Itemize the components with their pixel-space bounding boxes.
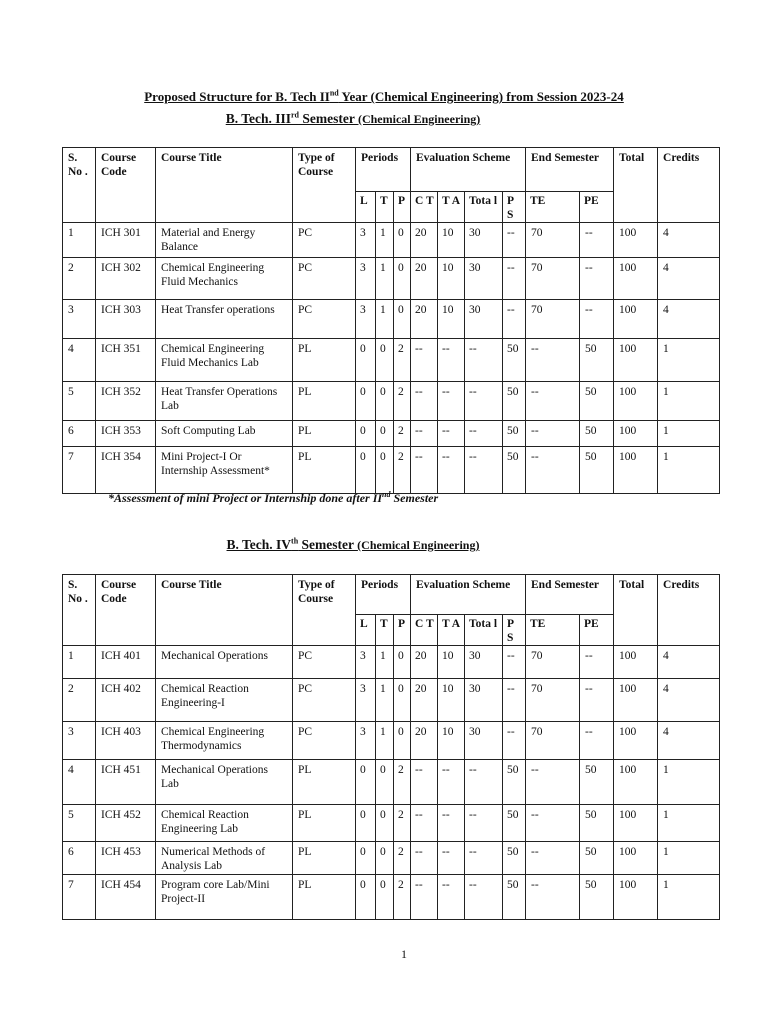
cell-credits: 4 [658,258,720,300]
cell-ps: 50 [503,842,526,875]
cell-p: 2 [394,339,411,382]
cell-credits: 4 [658,679,720,722]
cell-code: ICH 302 [96,258,156,300]
cell-p: 2 [394,760,411,805]
cell-type: PC [293,223,356,258]
cell-code: ICH 354 [96,447,156,494]
cell-te: -- [526,805,580,842]
cell-sno: 1 [63,646,96,679]
cell-code: ICH 403 [96,722,156,760]
cell-total-internal: 30 [465,679,503,722]
cell-credits: 1 [658,842,720,875]
cell-ta: 10 [438,300,465,339]
table-row [63,760,720,805]
header-type: Type of Course [293,148,356,223]
cell-total: 100 [614,805,658,842]
cell-sno: 7 [63,447,96,494]
cell-title: Mechanical Operations [156,646,293,679]
header-course-title: Course Title [156,575,293,646]
cell-pe: 50 [580,447,614,494]
cell-pe: 50 [580,421,614,447]
cell-code: ICH 451 [96,760,156,805]
cell-pe: 50 [580,805,614,842]
cell-ps: -- [503,300,526,339]
cell-p: 0 [394,223,411,258]
header-evaluation: Evaluation Scheme [411,148,526,192]
cell-l: 0 [356,447,376,494]
cell-title: Mechanical Operations Lab [156,760,293,805]
table-row [63,722,720,760]
cell-l: 0 [356,421,376,447]
header-pe: PE [580,192,614,223]
footnote-suffix: Semester [390,491,439,505]
cell-ct: 20 [411,258,438,300]
cell-t: 0 [376,875,394,920]
cell-code: ICH 352 [96,382,156,421]
header-l: L [356,615,376,646]
header-end-semester: End Semester [526,575,614,615]
cell-title: Chemical Engineering Thermodynamics [156,722,293,760]
cell-t: 1 [376,722,394,760]
footnote-prefix: *Assessment of mini Project or Internship done after II [108,491,383,505]
cell-title: Mini Project-I Or Internship Assessment* [156,447,293,494]
cell-credits: 4 [658,223,720,258]
cell-t: 0 [376,339,394,382]
semester-3-title-main: B. Tech. III [225,111,291,126]
table-row [63,258,720,300]
cell-type: PL [293,805,356,842]
cell-credits: 1 [658,760,720,805]
header-ps: P S [503,192,526,223]
cell-total-internal: -- [465,447,503,494]
cell-title: Chemical Reaction Engineering-I [156,679,293,722]
cell-type: PC [293,646,356,679]
cell-credits: 1 [658,339,720,382]
cell-pe: -- [580,258,614,300]
cell-type: PL [293,760,356,805]
cell-code: ICH 351 [96,339,156,382]
cell-total: 100 [614,339,658,382]
cell-pe: 50 [580,842,614,875]
cell-sno: 1 [63,223,96,258]
page-title-sup: nd [329,88,339,98]
table-row [63,382,720,421]
cell-ct: 20 [411,223,438,258]
cell-code: ICH 401 [96,646,156,679]
cell-t: 1 [376,300,394,339]
cell-ps: -- [503,679,526,722]
cell-title: Numerical Methods of Analysis Lab [156,842,293,875]
cell-total: 100 [614,842,658,875]
header-ta: T A [438,192,465,223]
cell-ps: 50 [503,760,526,805]
cell-pe: -- [580,722,614,760]
cell-code: ICH 301 [96,223,156,258]
cell-te: -- [526,760,580,805]
semester-3-title [0,111,706,127]
header-credits: Credits [658,148,720,223]
header-ct: C T [411,192,438,223]
cell-l: 0 [356,760,376,805]
cell-ct: -- [411,421,438,447]
page-title-prefix: Proposed Structure for B. Tech II [144,89,330,104]
cell-t: 1 [376,679,394,722]
cell-credits: 4 [658,646,720,679]
cell-title: Material and Energy Balance [156,223,293,258]
cell-ta: -- [438,447,465,494]
cell-ps: 50 [503,382,526,421]
cell-title: Heat Transfer operations [156,300,293,339]
cell-ps: 50 [503,805,526,842]
cell-title: Heat Transfer Operations Lab [156,382,293,421]
table-row [63,223,720,258]
cell-total-internal: -- [465,421,503,447]
cell-total: 100 [614,300,658,339]
header-sno: S. No . [63,148,96,223]
cell-t: 0 [376,447,394,494]
cell-l: 3 [356,300,376,339]
table-row [63,339,720,382]
cell-ps: -- [503,223,526,258]
cell-total-internal: -- [465,339,503,382]
cell-ps: -- [503,258,526,300]
header-pe: PE [580,615,614,646]
cell-te: 70 [526,300,580,339]
header-tota: Tota l [465,615,503,646]
header-course-code: Course Code [96,148,156,223]
cell-l: 0 [356,382,376,421]
cell-total-internal: -- [465,842,503,875]
table-row [63,805,720,842]
semester-4-title [0,537,706,553]
cell-t: 0 [376,842,394,875]
header-credits: Credits [658,575,720,646]
cell-te: 70 [526,722,580,760]
cell-l: 0 [356,842,376,875]
cell-l: 0 [356,805,376,842]
header-te: TE [526,192,580,223]
cell-p: 0 [394,679,411,722]
cell-pe: 50 [580,760,614,805]
cell-te: -- [526,339,580,382]
cell-t: 0 [376,382,394,421]
cell-total-internal: 30 [465,300,503,339]
cell-t: 0 [376,760,394,805]
page-number: 1 [401,947,407,961]
cell-ta: -- [438,875,465,920]
cell-credits: 4 [658,722,720,760]
cell-title: Soft Computing Lab [156,421,293,447]
cell-total-internal: -- [465,805,503,842]
semester-4-title-sup: th [291,536,299,546]
table-row [63,875,720,920]
semester-4-table [62,574,720,920]
header-periods: Periods [356,575,411,615]
cell-l: 3 [356,258,376,300]
cell-p: 2 [394,447,411,494]
cell-ps: 50 [503,875,526,920]
cell-ps: 50 [503,447,526,494]
footnote [108,491,438,506]
cell-total-internal: -- [465,875,503,920]
cell-te: 70 [526,679,580,722]
cell-ct: 20 [411,679,438,722]
table-row [63,679,720,722]
cell-ct: -- [411,339,438,382]
cell-ct: -- [411,760,438,805]
cell-total: 100 [614,875,658,920]
cell-total: 100 [614,223,658,258]
cell-pe: 50 [580,382,614,421]
cell-p: 2 [394,382,411,421]
semester-3-title-sup: rd [290,110,299,120]
table-row [63,300,720,339]
cell-l: 0 [356,875,376,920]
cell-p: 2 [394,875,411,920]
semester-4-title-main2: Semester [298,537,358,552]
header-course-code: Course Code [96,575,156,646]
cell-type: PL [293,447,356,494]
cell-credits: 1 [658,421,720,447]
semester-4-title-paren: (Chemical Engineering) [357,538,480,552]
cell-sno: 6 [63,842,96,875]
cell-ct: -- [411,382,438,421]
cell-ct: 20 [411,300,438,339]
cell-te: -- [526,382,580,421]
header-t: T [376,192,394,223]
cell-pe: -- [580,679,614,722]
header-p: P [394,615,411,646]
cell-l: 3 [356,679,376,722]
cell-ta: -- [438,339,465,382]
cell-p: 0 [394,646,411,679]
cell-pe: 50 [580,339,614,382]
cell-ct: 20 [411,646,438,679]
cell-te: -- [526,875,580,920]
cell-te: 70 [526,258,580,300]
cell-credits: 1 [658,382,720,421]
cell-total: 100 [614,722,658,760]
header-sno: S. No . [63,575,96,646]
cell-total-internal: 30 [465,258,503,300]
cell-type: PC [293,679,356,722]
cell-p: 0 [394,300,411,339]
cell-code: ICH 453 [96,842,156,875]
cell-credits: 1 [658,447,720,494]
cell-credits: 4 [658,300,720,339]
cell-total-internal: -- [465,760,503,805]
header-total: Total [614,575,658,646]
cell-title: Chemical Engineering Fluid Mechanics [156,258,293,300]
cell-code: ICH 353 [96,421,156,447]
table-row [63,646,720,679]
cell-total: 100 [614,447,658,494]
semester-3-table [62,147,720,494]
header-l: L [356,192,376,223]
header-tota: Tota l [465,192,503,223]
cell-total: 100 [614,382,658,421]
cell-credits: 1 [658,805,720,842]
cell-ct: 20 [411,722,438,760]
cell-t: 0 [376,805,394,842]
cell-ta: 10 [438,646,465,679]
cell-p: 2 [394,805,411,842]
cell-sno: 2 [63,258,96,300]
cell-ct: -- [411,447,438,494]
cell-ps: -- [503,722,526,760]
header-ta: T A [438,615,465,646]
cell-ct: -- [411,842,438,875]
cell-ta: -- [438,382,465,421]
cell-type: PC [293,300,356,339]
cell-sno: 5 [63,382,96,421]
header-periods: Periods [356,148,411,192]
cell-p: 2 [394,842,411,875]
cell-sno: 7 [63,875,96,920]
header-course-title: Course Title [156,148,293,223]
header-type: Type of Course [293,575,356,646]
table-row [63,447,720,494]
cell-total: 100 [614,421,658,447]
cell-p: 0 [394,258,411,300]
cell-p: 2 [394,421,411,447]
cell-ps: 50 [503,339,526,382]
cell-sno: 5 [63,805,96,842]
cell-type: PC [293,258,356,300]
cell-te: 70 [526,646,580,679]
cell-l: 3 [356,722,376,760]
semester-4-title-main: B. Tech. IV [226,537,292,552]
cell-total-internal: 30 [465,646,503,679]
cell-total: 100 [614,646,658,679]
cell-total: 100 [614,679,658,722]
header-t: T [376,615,394,646]
cell-ta: -- [438,805,465,842]
header-row-1 [63,148,720,192]
cell-t: 1 [376,258,394,300]
cell-title: Program core Lab/Mini Project-II [156,875,293,920]
cell-ta: 10 [438,258,465,300]
cell-code: ICH 454 [96,875,156,920]
cell-total-internal: 30 [465,223,503,258]
cell-te: -- [526,421,580,447]
header-evaluation: Evaluation Scheme [411,575,526,615]
cell-pe: -- [580,223,614,258]
cell-title: Chemical Engineering Fluid Mechanics Lab [156,339,293,382]
cell-ta: 10 [438,223,465,258]
header-end-semester: End Semester [526,148,614,192]
cell-te: -- [526,842,580,875]
semester-3-title-paren: (Chemical Engineering) [357,112,481,126]
table-row [63,842,720,875]
cell-total: 100 [614,258,658,300]
cell-pe: -- [580,300,614,339]
cell-sno: 4 [63,339,96,382]
cell-type: PL [293,421,356,447]
cell-ta: -- [438,760,465,805]
cell-t: 1 [376,646,394,679]
cell-l: 0 [356,339,376,382]
cell-type: PL [293,339,356,382]
cell-ta: 10 [438,679,465,722]
cell-ct: -- [411,805,438,842]
cell-code: ICH 303 [96,300,156,339]
cell-sno: 2 [63,679,96,722]
cell-sno: 6 [63,421,96,447]
page-title-suffix: Year (Chemical Engineering) from Session 2023-24 [338,89,624,104]
cell-te: 70 [526,223,580,258]
cell-pe: 50 [580,875,614,920]
cell-pe: -- [580,646,614,679]
cell-t: 0 [376,421,394,447]
page-title [0,89,768,105]
cell-type: PL [293,842,356,875]
table-row [63,421,720,447]
cell-credits: 1 [658,875,720,920]
cell-sno: 4 [63,760,96,805]
cell-sno: 3 [63,300,96,339]
header-row-1 [63,575,720,615]
header-p: P [394,192,411,223]
cell-t: 1 [376,223,394,258]
cell-l: 3 [356,223,376,258]
cell-p: 0 [394,722,411,760]
cell-ta: 10 [438,722,465,760]
cell-ta: -- [438,842,465,875]
cell-ct: -- [411,875,438,920]
cell-total-internal: 30 [465,722,503,760]
cell-ta: -- [438,421,465,447]
header-total: Total [614,148,658,223]
semester-3-title-main2: Semester [298,111,358,126]
cell-type: PL [293,875,356,920]
header-ps: P S [503,615,526,646]
cell-code: ICH 402 [96,679,156,722]
cell-ps: -- [503,646,526,679]
cell-total-internal: -- [465,382,503,421]
cell-title: Chemical Reaction Engineering Lab [156,805,293,842]
cell-total: 100 [614,760,658,805]
cell-sno: 3 [63,722,96,760]
cell-te: -- [526,447,580,494]
cell-type: PL [293,382,356,421]
header-te: TE [526,615,580,646]
header-ct: C T [411,615,438,646]
cell-l: 3 [356,646,376,679]
cell-type: PC [293,722,356,760]
cell-code: ICH 452 [96,805,156,842]
cell-ps: 50 [503,421,526,447]
footnote-sup: nd [382,490,391,499]
